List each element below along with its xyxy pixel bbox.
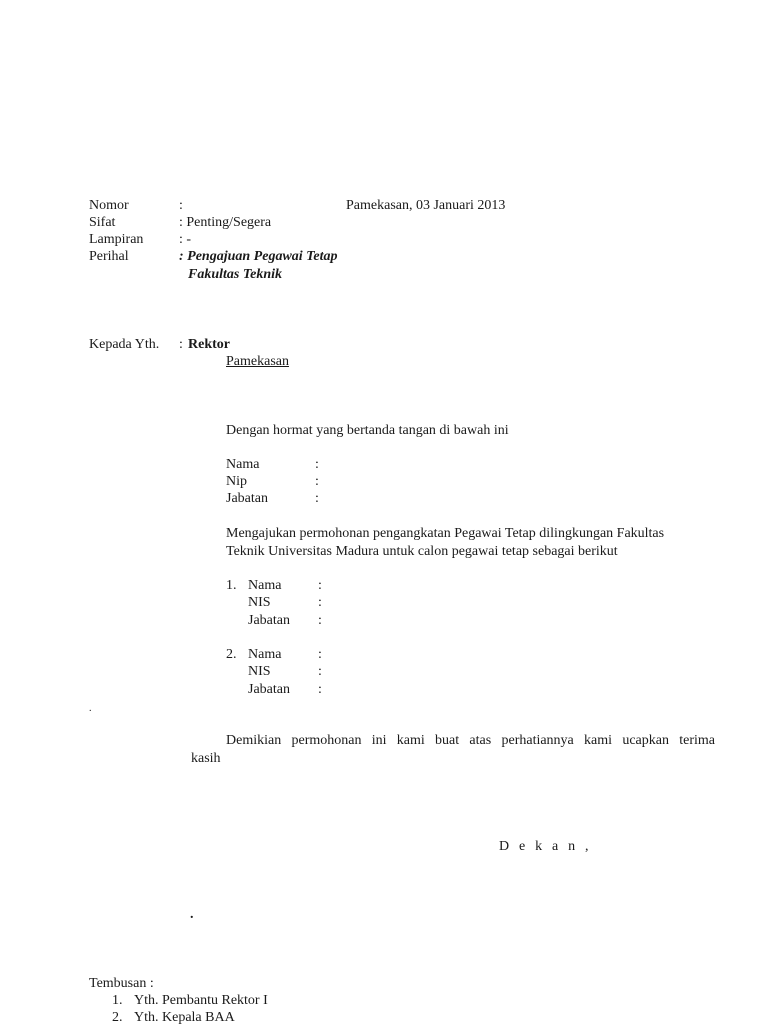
candidate-1-jabatan-colon: : <box>318 613 322 628</box>
candidate-1-jabatan-label: Jabatan <box>248 613 290 628</box>
tembusan-1-number: 1. <box>112 993 123 1008</box>
candidate-1-number: 1. <box>226 578 237 593</box>
signer-nama-label: Nama <box>226 457 260 472</box>
stray-dot: . <box>89 703 92 714</box>
candidate-2-nama-colon: : <box>318 647 322 662</box>
candidate-2-nama-label: Nama <box>248 647 282 662</box>
sifat-value: : Penting/Segera <box>179 215 272 230</box>
candidate-1-nama-colon: : <box>318 578 322 593</box>
sifat-label: Sifat <box>89 215 116 230</box>
perihal-label: Perihal <box>89 249 129 264</box>
nomor-label: Nomor <box>89 198 129 213</box>
candidate-2-number: 2. <box>226 647 237 662</box>
tembusan-2-number: 2. <box>112 1010 123 1025</box>
signer-nip-label: Nip <box>226 474 247 489</box>
nomor-colon: : <box>179 198 183 213</box>
tembusan-2-text: Yth. Kepala BAA <box>134 1010 235 1025</box>
candidate-1-nis-label: NIS <box>248 595 271 610</box>
signer-nama-colon: : <box>315 457 319 472</box>
candidate-2-jabatan-colon: : <box>318 682 322 697</box>
tembusan-label: Tembusan : <box>89 976 154 991</box>
perihal-line-2: Fakultas Teknik <box>188 267 283 282</box>
signature-title: D e k a n , <box>499 839 592 854</box>
signer-jabatan-label: Jabatan <box>226 491 268 506</box>
candidate-2-nis-colon: : <box>318 664 322 679</box>
recipient-name: Rektor <box>188 337 230 352</box>
candidate-2-jabatan-label: Jabatan <box>248 682 290 697</box>
request-line-2: Teknik Universitas Madura untuk calon pegawai tetap sebagai berikut <box>226 544 618 559</box>
closing-line-1: Demikian permohonan ini kami buat atas perhatiannya kami ucapkan terima <box>226 733 715 748</box>
perihal-line-1: : Pengajuan Pegawai Tetap <box>179 249 338 264</box>
candidate-1-nis-colon: : <box>318 595 322 610</box>
signer-nip-colon: : <box>315 474 319 489</box>
recipient-city: Pamekasan <box>226 354 289 369</box>
opening-sentence: Dengan hormat yang bertanda tangan di bawah ini <box>226 423 509 438</box>
place-date: Pamekasan, 03 Januari 2013 <box>346 198 506 213</box>
signer-jabatan-colon: : <box>315 491 319 506</box>
candidate-2-nis-label: NIS <box>248 664 271 679</box>
signature-dot: . <box>190 907 194 922</box>
kepada-label: Kepada Yth. <box>89 337 160 352</box>
tembusan-1-text: Yth. Pembantu Rektor I <box>134 993 268 1008</box>
lampiran-value: : - <box>179 232 192 247</box>
closing-line-2: kasih <box>191 751 221 766</box>
lampiran-label: Lampiran <box>89 232 144 247</box>
request-line-1: Mengajukan permohonan pengangkatan Pegawai Tetap dilingkungan Fakultas <box>226 526 665 541</box>
candidate-1-nama-label: Nama <box>248 578 282 593</box>
kepada-colon: : <box>179 337 183 352</box>
